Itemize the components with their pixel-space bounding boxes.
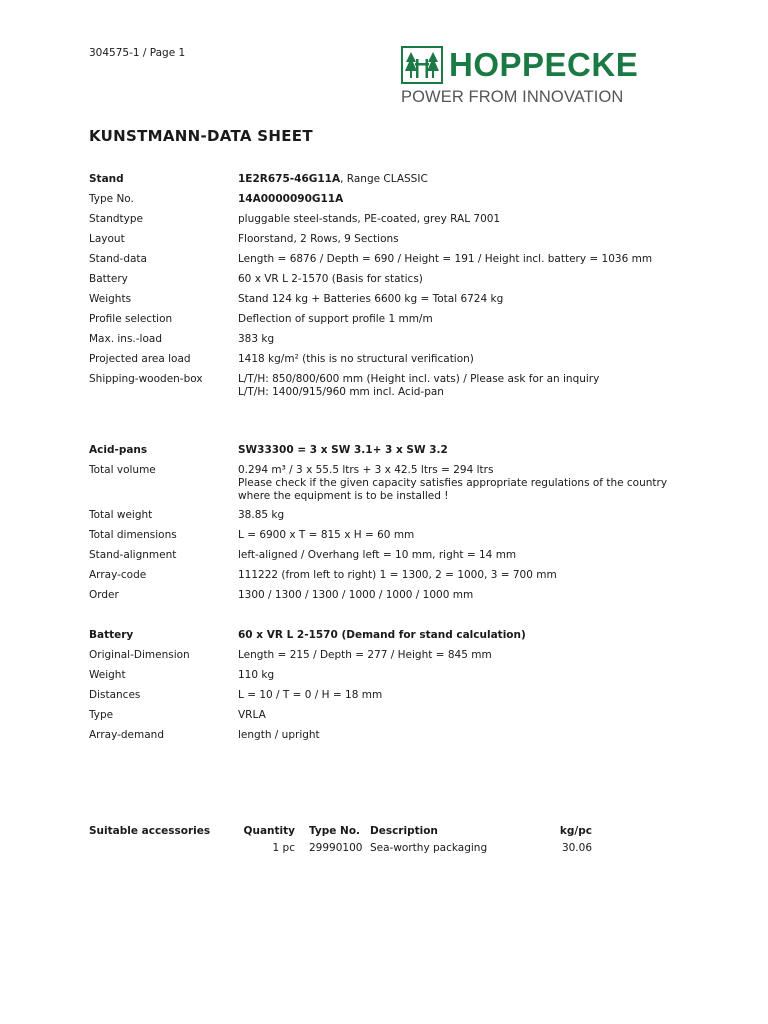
header-quantity: Quantity	[243, 824, 295, 837]
row-value: 1300 / 1300 / 1300 / 1000 / 1000 / 1000 mm	[238, 589, 474, 601]
row-label: Profile selection	[89, 313, 173, 325]
row-value: 14A0000090G11A	[238, 193, 344, 205]
row-value: 38.85 kg	[238, 509, 285, 521]
data-row	[89, 689, 709, 709]
row-label: Acid-pans	[89, 444, 148, 456]
row-value: Length = 215 / Depth = 277 / Height = 845 mm	[238, 649, 492, 661]
data-row	[89, 333, 709, 353]
row-value: SW33300 = 3 x SW 3.1+ 3 x SW 3.2	[238, 444, 448, 456]
row-label: Weight	[89, 669, 126, 681]
stand-range: , Range CLASSIC	[340, 173, 428, 185]
accessories-table	[89, 822, 609, 856]
type-no-cell: 29990100	[309, 841, 363, 854]
data-row	[89, 549, 709, 569]
hoppecke-logo	[401, 44, 657, 110]
value-line: where the equipment is to be installed !	[238, 490, 449, 502]
weight-cell: 30.06	[561, 841, 592, 854]
header-type-no: Type No.	[309, 824, 361, 837]
row-value: Length = 6876 / Depth = 690 / Height = 191 / Height incl. battery = 1036 mm	[238, 253, 653, 265]
data-row	[89, 529, 709, 549]
stand-code: 1E2R675-46G11A	[238, 173, 341, 185]
data-row	[89, 589, 709, 609]
row-value	[238, 173, 709, 193]
data-row	[89, 193, 709, 213]
stand-section	[89, 173, 709, 399]
row-value: VRLA	[238, 709, 266, 721]
row-label: Array-demand	[89, 729, 164, 741]
data-row	[89, 353, 709, 373]
row-value: Deflection of support profile 1 mm/m	[238, 313, 433, 325]
row-label: Max. ins.-load	[89, 333, 162, 345]
description-cell: Sea-worthy packaging	[370, 841, 488, 854]
row-label: Original-Dimension	[89, 649, 190, 661]
row-label: Total volume	[89, 464, 156, 476]
row-value: 60 x VR L 2-1570 (Basis for statics)	[238, 273, 423, 285]
row-label: Type	[89, 709, 114, 721]
data-row	[89, 293, 709, 313]
acid-pans-heading-row	[89, 444, 709, 464]
row-label: Stand-data	[89, 253, 147, 265]
data-row	[89, 313, 709, 333]
value-line: 0.294 m³ / 3 x 55.5 ltrs + 3 x 42.5 ltrs = 294 ltrs	[238, 464, 494, 476]
acid-pans-section	[89, 444, 709, 609]
row-value: 1418 kg/m² (this is no structural verification)	[238, 353, 474, 365]
data-row	[89, 669, 709, 689]
value-line: L/T/H: 850/800/600 mm (Height incl. vats) / Please ask for an inquiry	[238, 373, 600, 385]
row-label: Projected area load	[89, 353, 191, 365]
header-suitable-accessories: Suitable accessories	[89, 824, 211, 837]
brand-tagline: POWER FROM INNOVATION	[401, 88, 624, 106]
row-label: Type No.	[89, 193, 134, 205]
data-row	[89, 569, 709, 589]
battery-section	[89, 629, 709, 749]
brand-name: HOPPECKE	[449, 46, 639, 83]
row-label: Standtype	[89, 213, 143, 225]
header-kg-per-pc: kg/pc	[559, 824, 592, 837]
row-label: Battery	[89, 629, 134, 641]
row-value: left-aligned / Overhang left = 10 mm, right = 14 mm	[238, 549, 517, 561]
document-title: KUNSTMANN-DATA SHEET	[89, 127, 313, 145]
row-label: Stand	[89, 173, 124, 185]
row-label: Total dimensions	[89, 529, 177, 541]
row-label: Stand-alignment	[89, 549, 177, 561]
table-row	[89, 839, 609, 856]
data-row	[89, 373, 709, 399]
row-label: Shipping-wooden-box	[89, 373, 203, 385]
row-label: Layout	[89, 233, 125, 245]
row-label: Total weight	[89, 509, 153, 521]
data-row	[89, 464, 709, 509]
row-value: 383 kg	[238, 333, 275, 345]
data-row	[89, 649, 709, 669]
data-row	[89, 213, 709, 233]
value-line: Please check if the given capacity satisfies appropriate regulations of the country	[238, 477, 668, 489]
header-description: Description	[370, 824, 438, 837]
row-label: Distances	[89, 689, 141, 701]
data-row	[89, 253, 709, 273]
data-row	[89, 273, 709, 293]
row-value: pluggable steel-stands, PE-coated, grey RAL 7001	[238, 213, 501, 225]
accessories-header-row	[89, 822, 609, 839]
row-label: Weights	[89, 293, 132, 305]
row-value: Stand 124 kg + Batteries 6600 kg = Total 6724 kg	[238, 293, 504, 305]
row-label: Order	[89, 589, 119, 601]
value-line: L/T/H: 1400/915/960 mm incl. Acid-pan	[238, 386, 444, 398]
tree-logo-icon	[401, 46, 443, 84]
row-label: Array-code	[89, 569, 147, 581]
data-row	[89, 729, 709, 749]
row-value: L = 10 / T = 0 / H = 18 mm	[238, 689, 383, 701]
row-value: 110 kg	[238, 669, 275, 681]
row-value: length / upright	[238, 729, 320, 741]
data-row	[89, 509, 709, 529]
data-row	[89, 709, 709, 729]
battery-heading-row	[89, 629, 709, 649]
row-value: 60 x VR L 2-1570 (Demand for stand calculation)	[238, 629, 526, 641]
data-row	[89, 233, 709, 253]
row-value: Floorstand, 2 Rows, 9 Sections	[238, 233, 399, 245]
row-label: Battery	[89, 273, 128, 285]
stand-heading-row	[89, 173, 709, 193]
row-value: 111222 (from left to right) 1 = 1300, 2 = 1000, 3 = 700 mm	[238, 569, 557, 581]
page-reference: 304575-1 / Page 1	[89, 47, 186, 59]
row-value: L = 6900 x T = 815 x H = 60 mm	[238, 529, 415, 541]
row-value	[238, 464, 709, 509]
quantity-cell: 1 pc	[272, 841, 295, 854]
row-value	[238, 373, 709, 399]
